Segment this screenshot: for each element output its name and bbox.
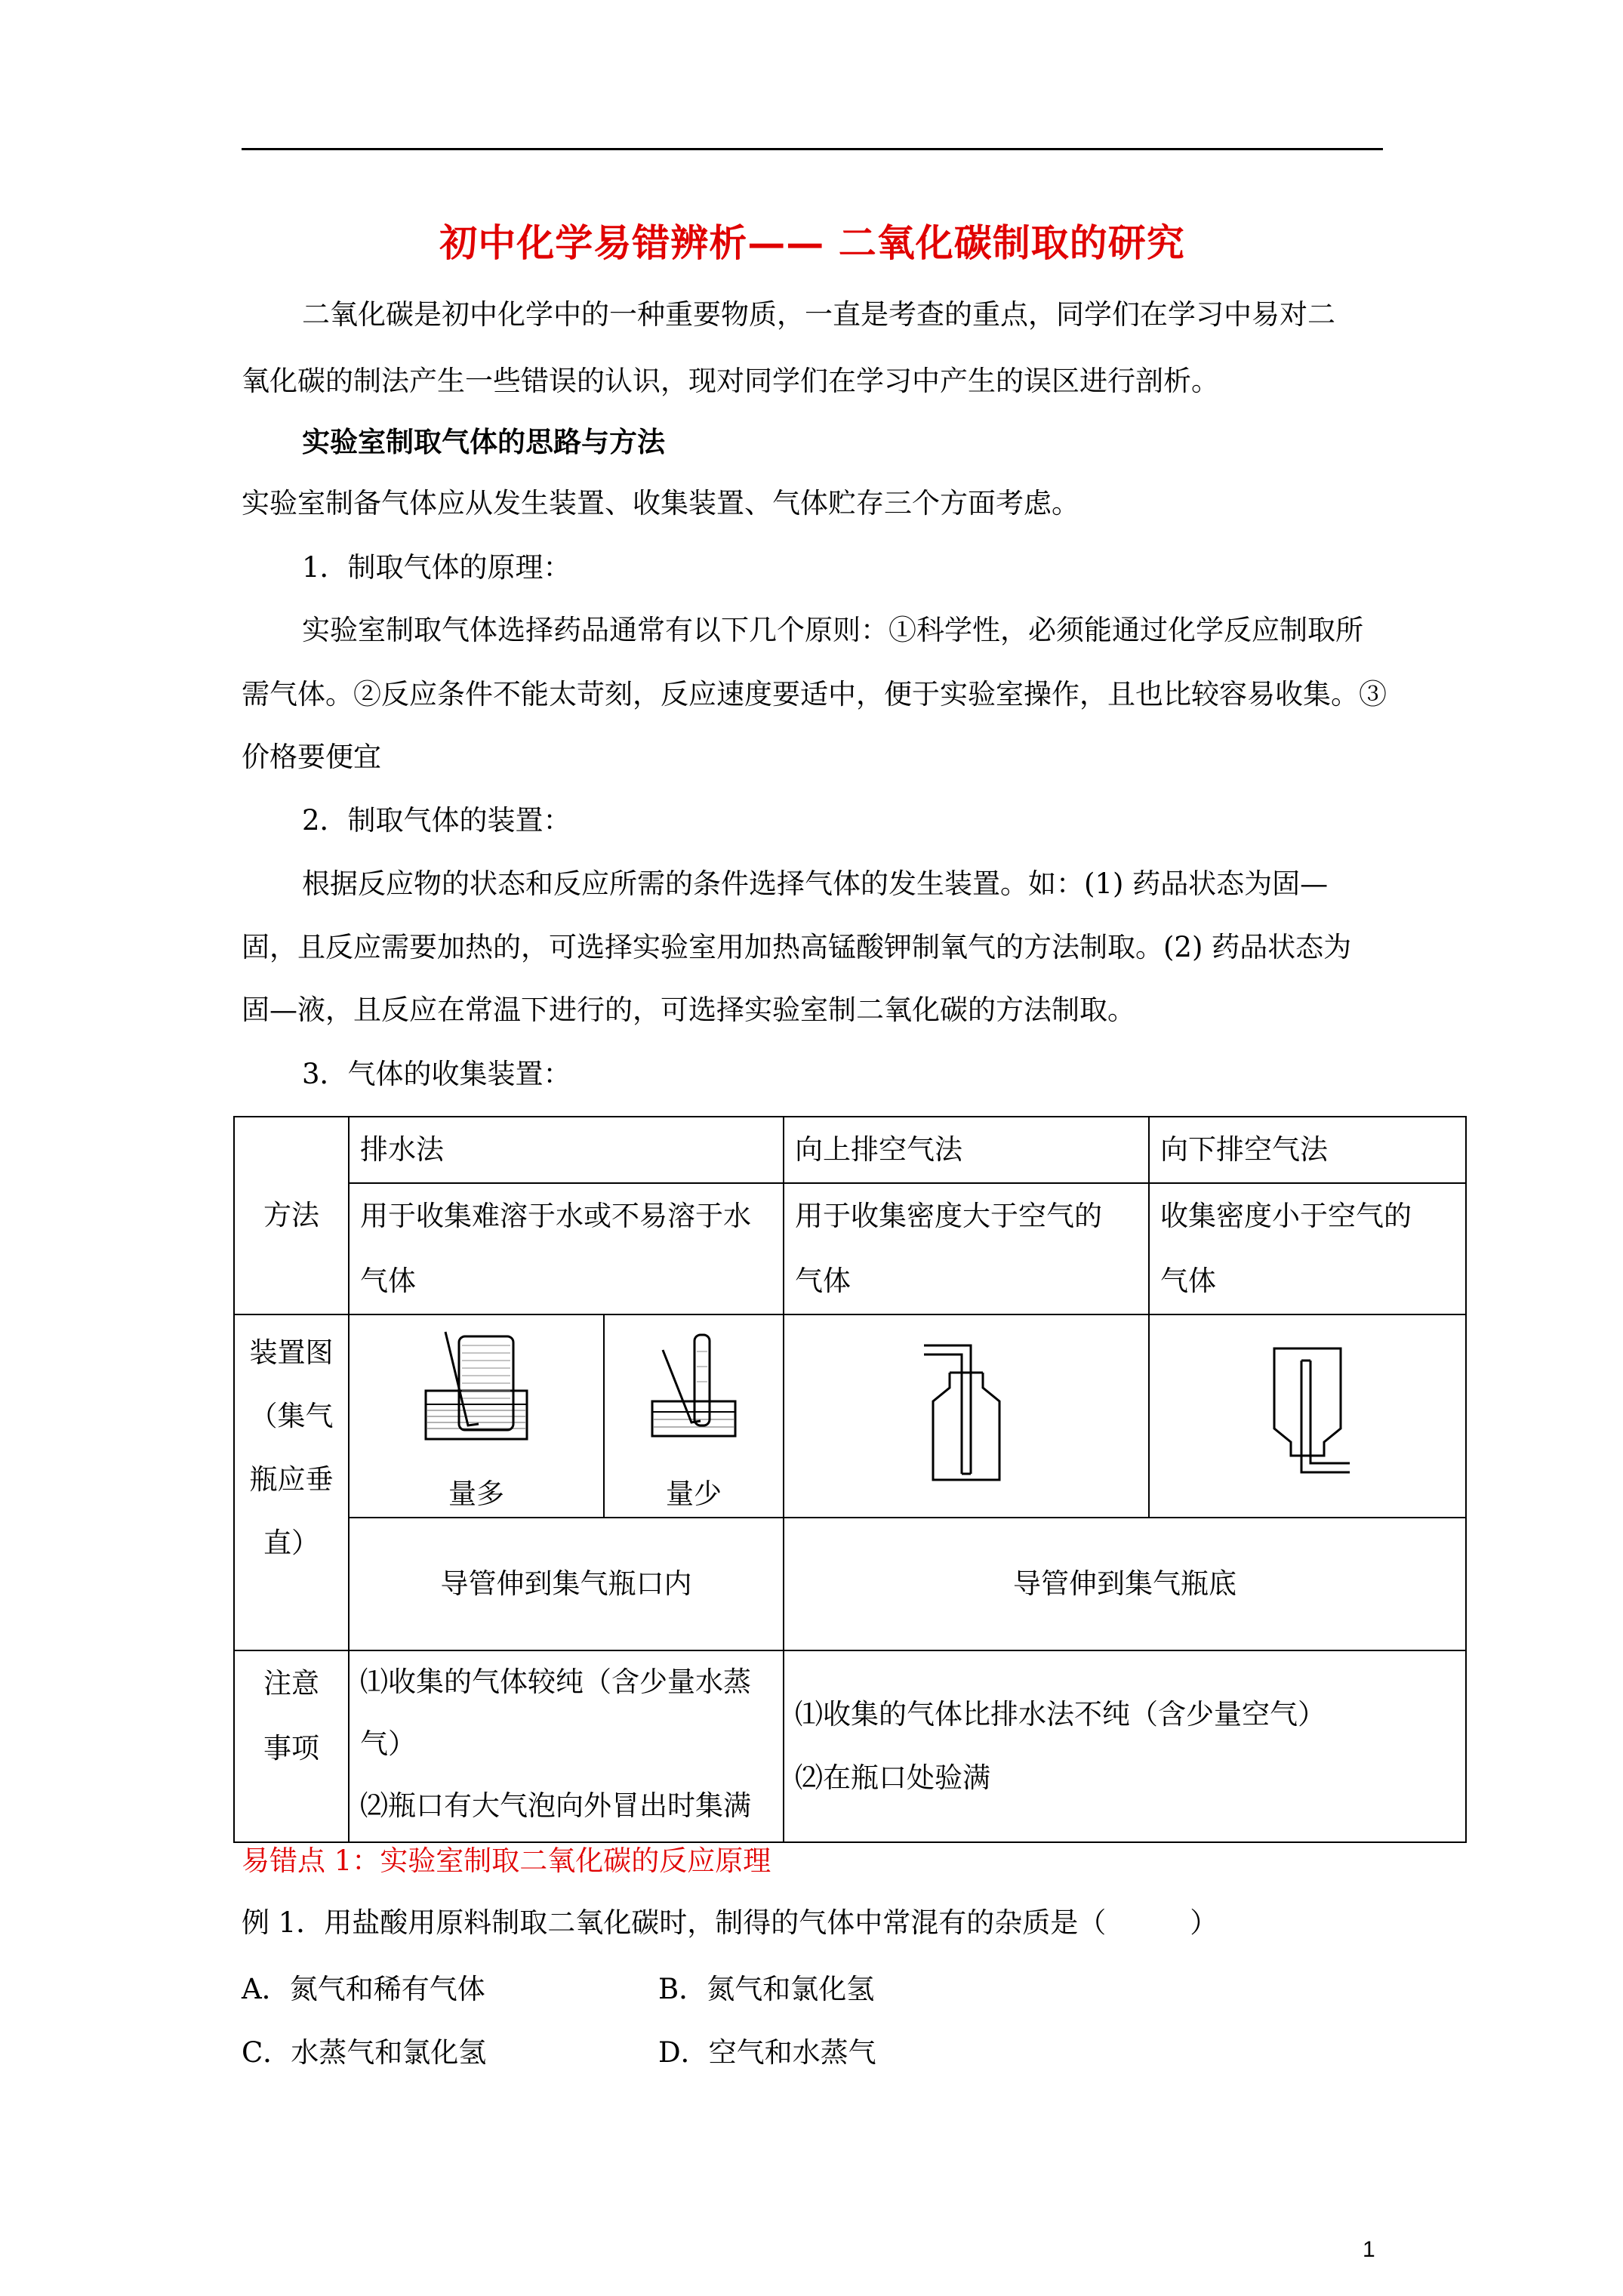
col-header-upward-air: 向上排空气法: [784, 1117, 1149, 1183]
notes-label-2: 事项: [263, 1732, 319, 1764]
up-desc-line-2: 气体: [795, 1265, 851, 1297]
downward-air-bottle-diagram: [1262, 1338, 1353, 1489]
air-note-2: ⑵在瓶口处验满: [795, 1761, 990, 1794]
item1-line-1: 实验室制取气体选择药品通常有以下几个原则：①科学性，必须能通过化学反应制取所: [302, 614, 1363, 646]
air-note-1: ⑴收集的气体比排水法不纯（含少量空气）: [795, 1698, 1326, 1730]
option-c: C．水蒸气和氯化氢: [242, 2036, 487, 2069]
water-displacement-large-diagram: [420, 1329, 533, 1442]
water-displacement-small-diagram: [645, 1329, 743, 1442]
downward-air-figure-cell: [1149, 1314, 1466, 1518]
item2-line-3: 固—液，且反应在常温下进行的，可选择实验室制二氧化碳的方法制取。: [242, 994, 1135, 1026]
apparatus-label-3: 瓶应垂: [249, 1463, 334, 1496]
col-header-downward-air: 向下排空气法: [1149, 1117, 1466, 1183]
option-b: B．氮气和氯化氢: [658, 1973, 875, 2005]
tube-position-air: 导管伸到集气瓶底: [784, 1518, 1466, 1650]
gas-collection-table: [233, 1116, 1467, 1843]
down-desc-line-2: 气体: [1160, 1265, 1216, 1297]
water-notes: [349, 1650, 784, 1842]
water-note-1: ⑴收集的气体较纯（含少量水蒸: [360, 1666, 751, 1698]
section-intro: 实验室制备气体应从发生装置、收集装置、气体贮存三个方面考虑。: [242, 487, 1079, 519]
row-header-method: 方法: [234, 1117, 349, 1314]
header-rule: [242, 148, 1383, 150]
row-header-notes: [234, 1650, 349, 1842]
item1-heading: 1．制取气体的原理：: [302, 551, 571, 584]
water-large-cell: [349, 1314, 604, 1518]
example-stem: 例 1．用盐酸用原料制取二氧化碳时，制得的气体中常混有的杂质是（ ）: [242, 1906, 1218, 1939]
upward-air-bottle-diagram: [921, 1338, 1012, 1489]
page-title: 初中化学易错辨析—— 二氧化碳制取的研究: [439, 220, 1185, 265]
upward-air-desc: [784, 1183, 1149, 1314]
col-header-water: 排水法: [349, 1117, 784, 1183]
water-method-desc: [349, 1183, 784, 1314]
upward-air-figure-cell: [784, 1314, 1149, 1518]
item1-line-3: 价格要便宜: [242, 741, 381, 773]
water-desc-line-1: 用于收集难溶于水或不易溶于水: [360, 1200, 751, 1232]
page-number: 1: [1363, 2237, 1375, 2262]
apparatus-label-1: 装置图: [249, 1336, 334, 1369]
option-a: A．氮气和稀有气体: [242, 1973, 485, 2005]
intro-line-1: 二氧化碳是初中化学中的一种重要物质，一直是考查的重点，同学们在学习中易对二: [302, 298, 1335, 331]
notes-label-1: 注意: [263, 1667, 319, 1700]
item1-line-2: 需气体。②反应条件不能太苛刻，反应速度要适中，便于实验室操作，且也比较容易收集。③: [242, 678, 1387, 710]
item2-line-2: 固，且反应需要加热的，可选择实验室用加热高锰酸钾制氧气的方法制取。(2) 药品状态为: [242, 931, 1352, 963]
down-desc-line-1: 收集密度小于空气的: [1160, 1200, 1412, 1232]
row-header-apparatus: [234, 1314, 349, 1650]
section-heading: 实验室制取气体的思路与方法: [302, 425, 665, 458]
water-desc-line-2: 气体: [360, 1265, 416, 1297]
water-note-3: ⑵瓶口有大气泡向外冒出时集满: [360, 1789, 751, 1822]
water-small-cell: [604, 1314, 784, 1518]
item2-line-1: 根据反应物的状态和反应所需的条件选择气体的发生装置。如：(1) 药品状态为固—: [302, 868, 1329, 900]
water-small-caption: 量少: [666, 1478, 722, 1510]
apparatus-label-4: 直）: [263, 1527, 319, 1559]
apparatus-label-2: （集气: [249, 1400, 334, 1432]
up-desc-line-1: 用于收集密度大于空气的: [795, 1200, 1102, 1232]
water-large-caption: 量多: [448, 1478, 504, 1510]
water-note-2: 气）: [360, 1727, 416, 1760]
intro-line-2: 氧化碳的制法产生一些错误的认识，现对同学们在学习中产生的误区进行剖析。: [242, 365, 1219, 397]
error-point-heading: 易错点 1：实验室制取二氧化碳的反应原理: [242, 1845, 771, 1877]
option-d: D．空气和水蒸气: [658, 2036, 876, 2069]
downward-air-desc: [1149, 1183, 1466, 1314]
air-notes: [784, 1650, 1466, 1842]
tube-position-water: 导管伸到集气瓶口内: [349, 1518, 784, 1650]
item2-heading: 2．制取气体的装置：: [302, 804, 571, 837]
item3-heading: 3．气体的收集装置：: [302, 1058, 571, 1090]
